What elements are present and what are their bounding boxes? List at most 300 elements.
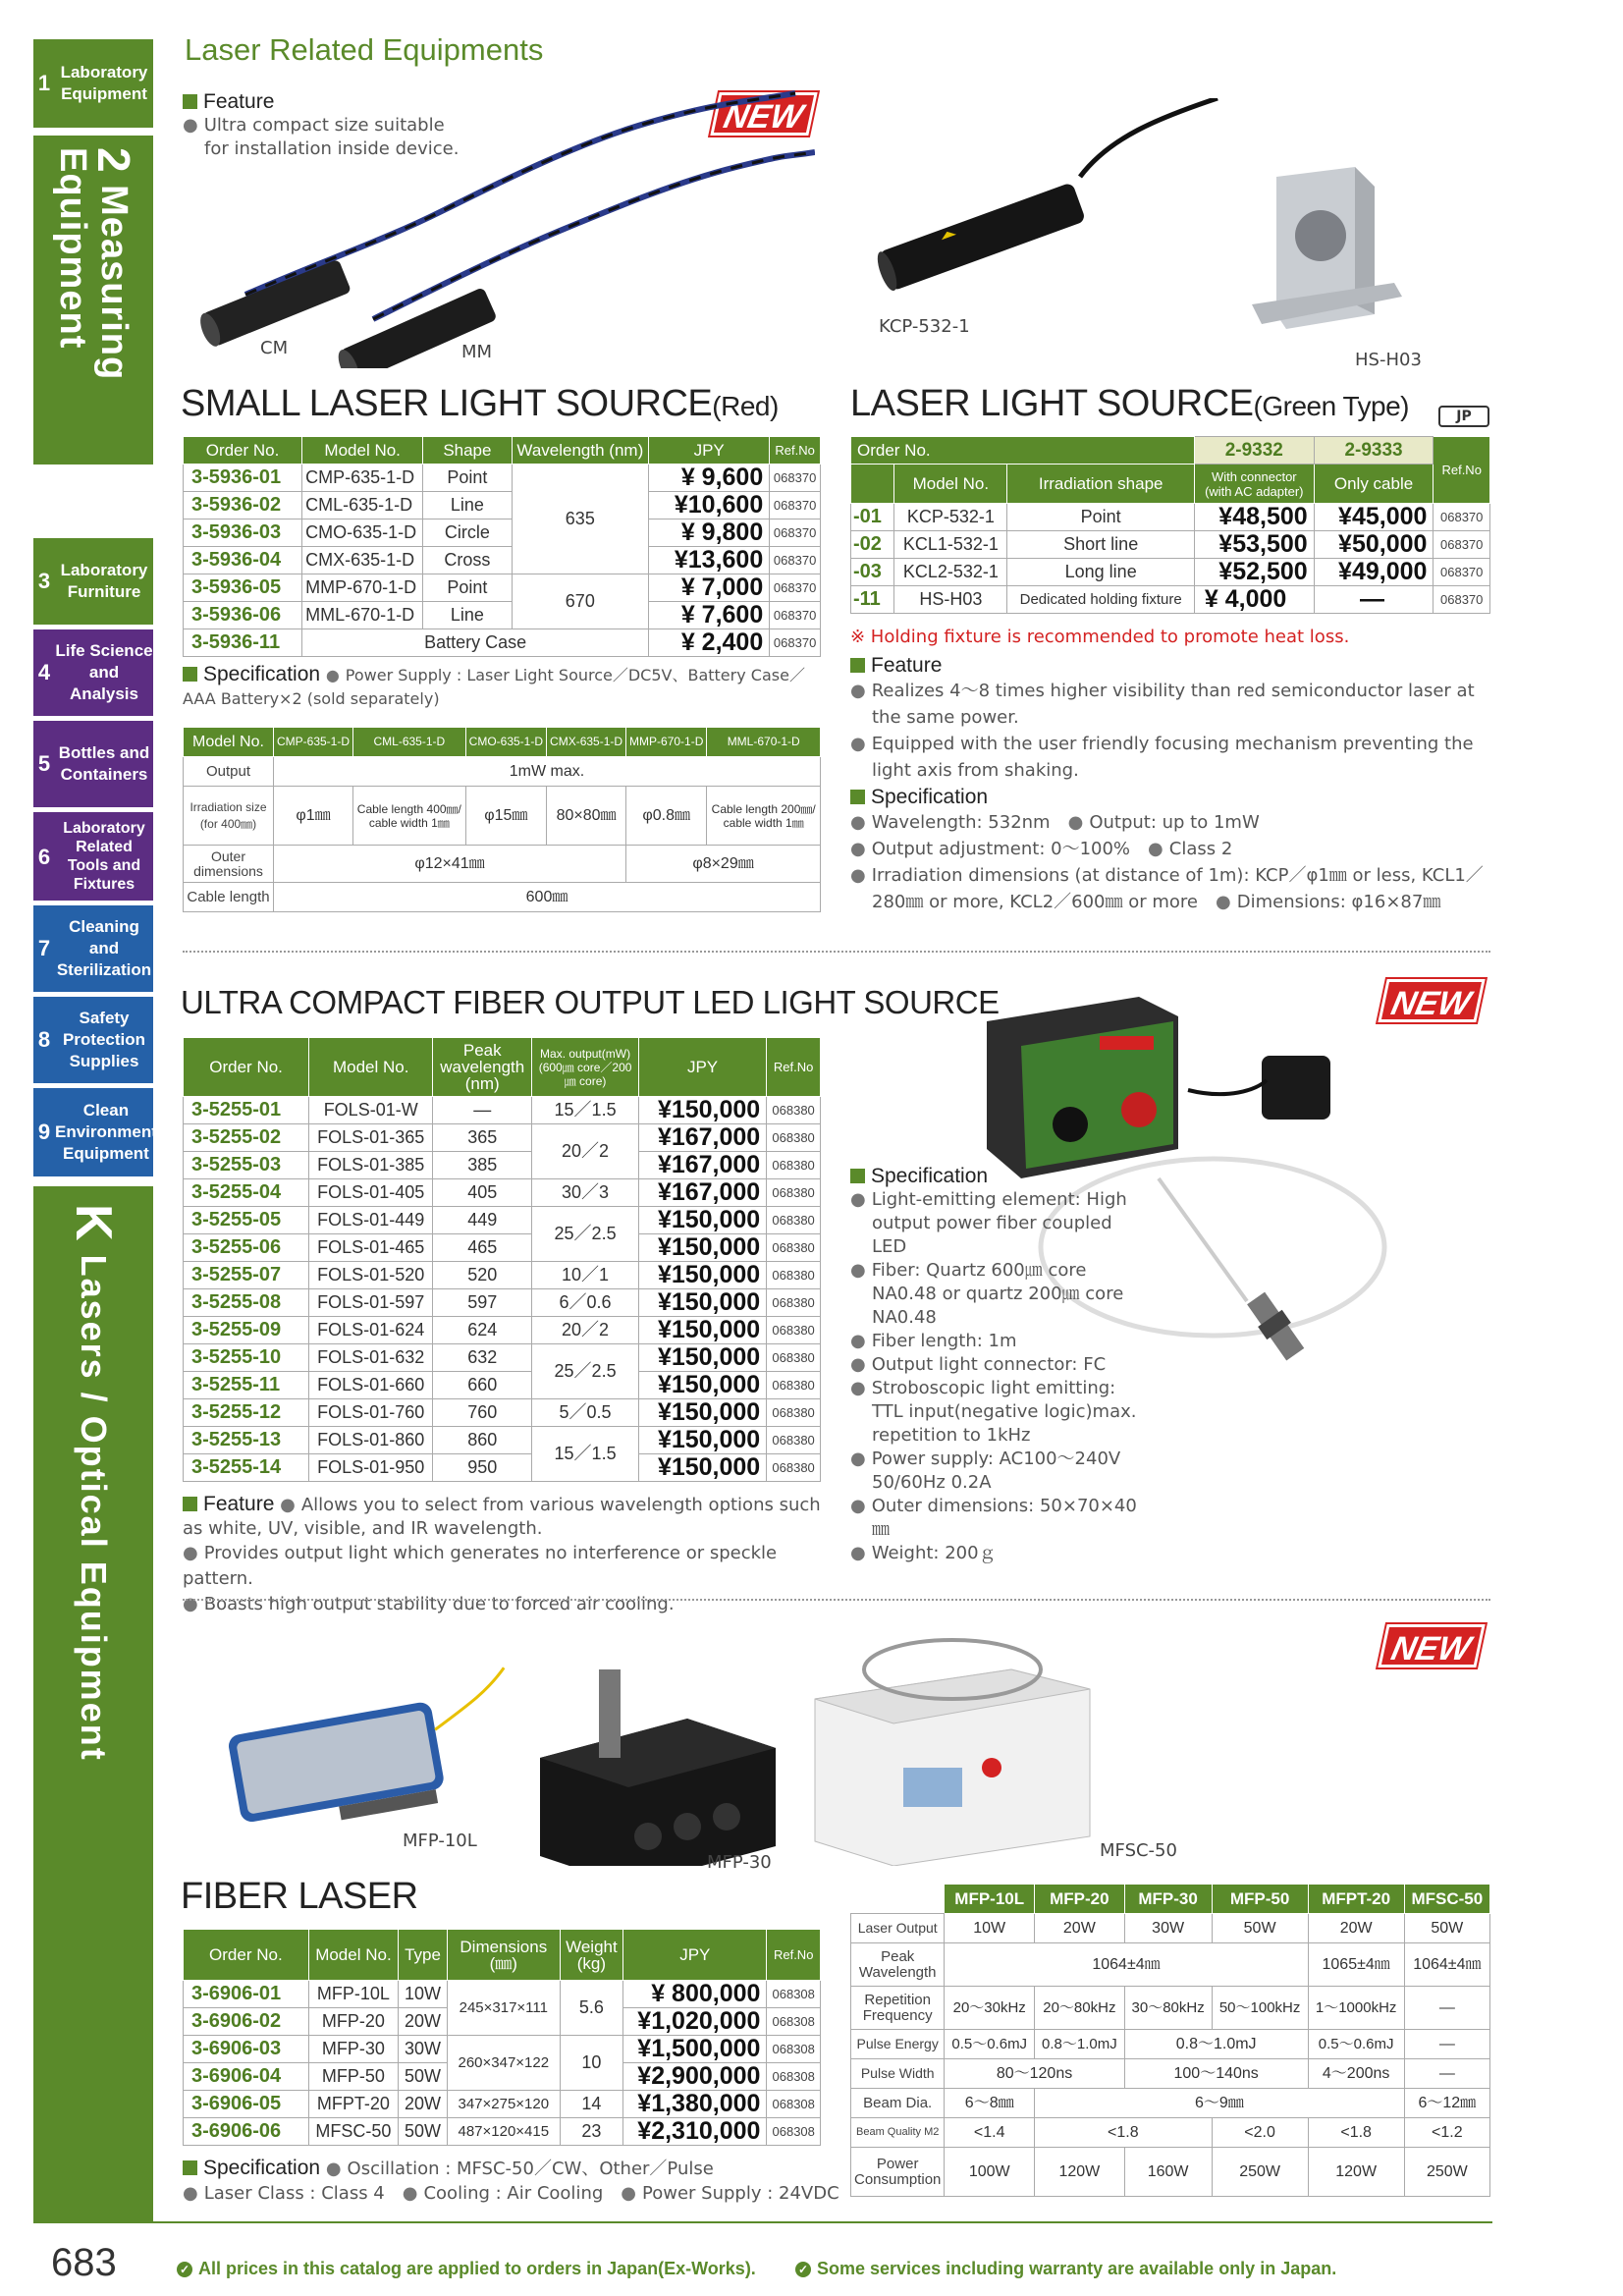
table-cell: ¥ 800,000 (623, 1981, 767, 2008)
table-cell: ¥53,500 (1194, 531, 1314, 559)
table-cell: <1.8 (1035, 2118, 1213, 2148)
table-row (184, 1317, 821, 1344)
table-cell: 3-5255-13 (184, 1427, 309, 1454)
table-row (184, 465, 821, 492)
table-cell: — (1314, 586, 1434, 614)
table-cell: Wavelength (nm) (512, 437, 649, 465)
sidebar-tab-measuring-equipment[interactable]: 2 Measuring Equipment (33, 136, 153, 465)
table-cell: 365 (433, 1124, 532, 1152)
table-row (184, 1152, 821, 1179)
divider (183, 1599, 1490, 1601)
table-cell: 250W (1212, 2148, 1308, 2197)
table-cell: 80～120ns (945, 2059, 1124, 2089)
table-cell: 245×317×111 (447, 1981, 560, 2036)
footer-rule (33, 2221, 1492, 2223)
table-cell: ¥49,000 (1314, 559, 1434, 586)
holder-photo (1247, 167, 1404, 344)
table-cell: MFP-10L (308, 1981, 398, 2008)
table-row (184, 1097, 821, 1124)
small-laser-title: SMALL LASER LIGHT SOURCE(Red) (181, 383, 779, 424)
led-feature: Feature ● Allows you to select from various wavelength options such as white, UV, visible, and IR wavelength. ● Provides output light which generates no interference or speckle pattern. ● Boasts high output stability due to forced air cooling. (183, 1493, 821, 1614)
table-cell: Shape (423, 437, 512, 465)
table-cell: ¥167,000 (638, 1179, 766, 1207)
table-cell: 660 (433, 1372, 532, 1399)
table-row (851, 504, 1490, 531)
table-cell: ¥ 9,600 (649, 465, 770, 492)
table-cell: 3-5255-06 (184, 1234, 309, 1262)
table-cell: Short line (1007, 531, 1194, 559)
fiber-laser-photos (216, 1630, 1119, 1866)
table-cell: MFSC-50 (1404, 1885, 1489, 1914)
table-cell: MFP-10L (945, 1885, 1035, 1914)
table-cell: 1064±4㎚ (945, 1943, 1308, 1987)
table-cell: Irradiation shape (1007, 465, 1194, 504)
green-laser-note: ※ Holding fixture is recommended to promote heat loss. (850, 627, 1350, 647)
table-cell: 3-6906-04 (184, 2063, 309, 2091)
table-cell: Irradiation size (for 400㎜) (184, 787, 274, 846)
table-cell: 3-6906-05 (184, 2091, 309, 2118)
table-cell: Order No. (184, 1930, 309, 1981)
table-cell: 50～100kHz (1212, 1987, 1308, 2030)
table-row (184, 1399, 821, 1427)
table-cell: Weight (kg) (560, 1930, 623, 1981)
table-cell: 520 (433, 1262, 532, 1289)
table-cell: FOLS-01-632 (309, 1344, 433, 1372)
table-cell: 10 (560, 2036, 623, 2091)
table-cell: 15／1.5 (532, 1097, 639, 1124)
table-cell (851, 465, 894, 504)
table-cell: — (433, 1097, 532, 1124)
section-header: Laser Related Equipments (185, 32, 544, 67)
table-cell: 120W (1035, 2148, 1125, 2197)
led-title: ULTRA COMPACT FIBER OUTPUT LED LIGHT SOURCE (181, 984, 1000, 1020)
table-cell: KCL2-532-1 (894, 559, 1007, 586)
table-cell: Circle (423, 519, 512, 547)
table-row (184, 2036, 821, 2063)
table-cell: FOLS-01-385 (309, 1152, 433, 1179)
photo-label-mm: MM (461, 342, 493, 362)
table-cell: ¥2,900,000 (623, 2063, 767, 2091)
table-cell: JPY (623, 1930, 767, 1981)
table-cell: φ0.8㎜ (626, 787, 707, 846)
table-cell: Order No. (184, 437, 302, 465)
table-row (184, 1344, 821, 1372)
table-cell: 068380 (767, 1317, 821, 1344)
table-cell: KCP-532-1 (894, 504, 1007, 531)
table-cell: 068370 (770, 492, 821, 519)
table-cell: 20W (1308, 1914, 1404, 1943)
table-cell: CMX-635-1-D (302, 547, 423, 574)
table-cell: 068380 (767, 1372, 821, 1399)
table-cell: Long line (1007, 559, 1194, 586)
table-cell: 3-5255-02 (184, 1124, 309, 1152)
table-cell: With connector (with AC adapter) (1194, 465, 1314, 504)
table-cell: Ref.No (767, 1930, 821, 1981)
table-cell: MFP-50 (1212, 1885, 1308, 1914)
table-cell: — (1404, 1987, 1489, 2030)
table-cell: FOLS-01-365 (309, 1124, 433, 1152)
table-cell: Order No. (184, 1038, 309, 1097)
table-cell: Order No. (851, 437, 1195, 465)
photo-label-cm: CM (260, 338, 289, 358)
table-cell: ¥2,310,000 (623, 2118, 767, 2146)
table-cell: 068370 (1434, 559, 1490, 586)
small-laser-spec: Specification ● Power Supply : Laser Light Source／DC5V、Battery Case／AAA Battery×2 (sold separately) (183, 663, 805, 708)
table-cell: 10W (399, 1981, 448, 2008)
table-cell: Ref.No (1434, 437, 1490, 504)
footer-note-services: ✓ Some services including warranty are available only in Japan. (795, 2259, 1336, 2279)
table-cell: 30／3 (532, 1179, 639, 1207)
sidebar-tab-cleaning[interactable]: 7 Cleaning and Sterilization (33, 905, 153, 992)
table-cell: 3-5255-11 (184, 1372, 309, 1399)
table-cell: MFP-30 (308, 2036, 398, 2063)
table-cell: 6／0.6 (532, 1289, 639, 1317)
table-cell: 15／1.5 (532, 1427, 639, 1482)
table-cell: 3-5936-05 (184, 574, 302, 602)
small-laser-spec-table (183, 727, 821, 912)
table-cell: CMO-635-1-D (465, 728, 546, 757)
table-cell: Cable length 400㎜/ cable width 1㎜ (353, 787, 466, 846)
table-cell: 3-5255-10 (184, 1344, 309, 1372)
table-cell: -11 (851, 586, 894, 614)
table-cell: Outer dimensions (184, 846, 274, 883)
table-cell: 068308 (767, 1981, 821, 2008)
table-cell: Power Consumption (851, 2148, 945, 2197)
table-cell: ¥ 4,000 (1194, 586, 1314, 614)
table-cell: ¥50,000 (1314, 531, 1434, 559)
table-cell: 3-6906-01 (184, 1981, 309, 2008)
table-cell: FOLS-01-520 (309, 1262, 433, 1289)
table-cell: 670 (512, 574, 649, 629)
table-cell: 3-5936-11 (184, 629, 302, 657)
table-row (184, 492, 821, 519)
sidebar-tab-clean-env[interactable]: 9 Clean Environment Equipment (33, 1088, 153, 1176)
table-cell: ¥150,000 (638, 1262, 766, 1289)
table-cell: 068380 (767, 1124, 821, 1152)
table-cell: 068370 (1434, 531, 1490, 559)
table-cell: 30～80kHz (1124, 1987, 1212, 2030)
table-cell: FOLS-01-465 (309, 1234, 433, 1262)
table-cell: ¥10,600 (649, 492, 770, 519)
table-cell: MFP-20 (1035, 1885, 1125, 1914)
table-cell: Dedicated holding fixture (1007, 586, 1194, 614)
new-badge-fiber: NEW (1378, 1624, 1485, 1667)
table-cell: 1～1000kHz (1308, 1987, 1404, 2030)
table-cell: 10W (945, 1914, 1035, 1943)
table-cell: 260×347×122 (447, 2036, 560, 2091)
table-cell: FOLS-01-660 (309, 1372, 433, 1399)
table-cell: MMP-670-1-D (302, 574, 423, 602)
table-cell: ¥ 7,600 (649, 602, 770, 629)
table-row (184, 1372, 821, 1399)
small-laser-table (183, 436, 821, 657)
table-cell: 120W (1308, 2148, 1404, 2197)
table-cell: 1mW max. (274, 757, 821, 787)
table-cell: 0.5～0.6mJ (945, 2030, 1035, 2059)
table-cell: FOLS-01-405 (309, 1179, 433, 1207)
table-cell: 5／0.5 (532, 1399, 639, 1427)
table-cell: Battery Case (302, 629, 649, 657)
table-cell: CML-635-1-D (353, 728, 466, 757)
table-cell: ¥48,500 (1194, 504, 1314, 531)
table-cell: MFP-50 (308, 2063, 398, 2091)
table-cell: <2.0 (1212, 2118, 1308, 2148)
sidebar-tab-laboratory-equipment[interactable]: 1 Laboratory Equipment (33, 39, 153, 128)
table-cell: 2-9333 (1314, 437, 1434, 465)
table-cell: 3-6906-03 (184, 2036, 309, 2063)
table-cell: φ15㎜ (465, 787, 546, 846)
table-cell: 068380 (767, 1152, 821, 1179)
table-cell: 25／2.5 (532, 1207, 639, 1262)
table-cell: ¥ 2,400 (649, 629, 770, 657)
table-cell: 3-6906-02 (184, 2008, 309, 2036)
sidebar-tab-life-science[interactable]: 4 Life Science and Analysis (33, 629, 153, 716)
green-laser-title: LASER LIGHT SOURCE(Green Type) (850, 383, 1409, 424)
table-cell: 20～80kHz (1035, 1987, 1125, 2030)
table-cell: 20W (399, 2008, 448, 2036)
table-cell: 068308 (767, 2008, 821, 2036)
table-cell: Cable length (184, 883, 274, 912)
table-cell: CMO-635-1-D (302, 519, 423, 547)
table-cell: <1.8 (1308, 2118, 1404, 2148)
table-cell: Pulse Width (851, 2059, 945, 2089)
table-row (184, 1207, 821, 1234)
sidebar-tab-bottles[interactable]: 5 Bottles and Containers (33, 721, 153, 807)
table-row (184, 574, 821, 602)
table-cell: Beam Quality M2 (851, 2118, 945, 2148)
footer-note-prices: ✓ All prices in this catalog are applied to orders in Japan(Ex-Works). (177, 2259, 756, 2279)
table-cell: 3-5255-07 (184, 1262, 309, 1289)
fiber-spec-table (850, 1884, 1490, 2197)
table-row (184, 1981, 821, 2008)
table-cell: FOLS-01-449 (309, 1207, 433, 1234)
table-cell: 3-5936-04 (184, 547, 302, 574)
table-cell: 068370 (1434, 504, 1490, 531)
table-cell: 3-5936-03 (184, 519, 302, 547)
table-cell: 3-5255-08 (184, 1289, 309, 1317)
table-cell: 0.8～1.0mJ (1035, 2030, 1125, 2059)
table-cell: 20／2 (532, 1124, 639, 1179)
table-cell: 068380 (767, 1207, 821, 1234)
table-cell: ¥150,000 (638, 1372, 766, 1399)
table-row (184, 1427, 821, 1454)
table-cell: 10／1 (532, 1262, 639, 1289)
sidebar-tab-related-tools[interactable]: 6 Laboratory Related Tools and Fixtures (33, 812, 153, 901)
table-cell: 20W (399, 2091, 448, 2118)
table-cell: 0.5～0.6mJ (1308, 2030, 1404, 2059)
table-cell: 068380 (767, 1262, 821, 1289)
green-laser-photo (864, 98, 1276, 324)
table-cell: 487×120×415 (447, 2118, 560, 2146)
table-cell: Point (423, 574, 512, 602)
feature-top: Feature ● Ultra compact size suitable for installation inside device. (183, 90, 460, 159)
table-cell: ¥150,000 (638, 1207, 766, 1234)
table-cell: ¥167,000 (638, 1124, 766, 1152)
table-cell: Line (423, 602, 512, 629)
table-cell: 624 (433, 1317, 532, 1344)
table-cell: Ref.No (767, 1038, 821, 1097)
table-cell (851, 1885, 945, 1914)
table-cell: Model No. (894, 465, 1007, 504)
table-cell: 3-5255-12 (184, 1399, 309, 1427)
table-cell: MMP-670-1-D (626, 728, 707, 757)
table-cell: CML-635-1-D (302, 492, 423, 519)
table-row (851, 531, 1490, 559)
table-cell: CMP-635-1-D (302, 465, 423, 492)
photo-label-hs: HS-H03 (1355, 350, 1422, 370)
table-cell: ¥150,000 (638, 1289, 766, 1317)
table-cell: MFP-30 (1124, 1885, 1212, 1914)
table-cell: ¥150,000 (638, 1399, 766, 1427)
table-cell: -01 (851, 504, 894, 531)
table-cell: 405 (433, 1179, 532, 1207)
table-cell: 250W (1404, 2148, 1489, 2197)
table-cell: 6～9㎜ (1035, 2089, 1405, 2118)
table-cell: 3-6906-06 (184, 2118, 309, 2146)
table-cell: 50W (399, 2118, 448, 2146)
table-cell: — (1404, 2059, 1489, 2089)
table-cell: Cable length 200㎜/ cable width 1㎜ (707, 787, 821, 846)
table-cell: Point (423, 465, 512, 492)
table-cell: <1.2 (1404, 2118, 1489, 2148)
table-cell: FOLS-01-597 (309, 1289, 433, 1317)
table-cell: φ8×29㎜ (626, 846, 821, 883)
table-cell: Peak Wavelength (851, 1943, 945, 1987)
table-cell: 3-5936-02 (184, 492, 302, 519)
table-cell: ¥167,000 (638, 1152, 766, 1179)
table-cell: 100W (945, 2148, 1035, 2197)
table-cell: 1065±4㎚ (1308, 1943, 1404, 1987)
table-cell: 1064±4㎚ (1404, 1943, 1489, 1987)
table-cell: 3-5255-01 (184, 1097, 309, 1124)
table-cell: 635 (512, 465, 649, 574)
table-cell: 068370 (770, 629, 821, 657)
table-row (184, 547, 821, 574)
table-row (184, 1179, 821, 1207)
table-cell: 20／2 (532, 1317, 639, 1344)
table-cell: 068370 (770, 519, 821, 547)
led-spec: Specification ● Light-emitting element: High output power fiber coupled LED ● Fiber: Quartz 600㎛ core NA0.48 or quartz 200㎛ core NA0.48 ● Fiber length: 1m ● Output light connector: FC ● Stroboscopic light emitting: TTL input(negative logic)max. repetition to 1kHz ● Power supply: AC100～240V 50/60Hz 0.2A ● Outer dimensions: 50×70×40㎜ ● Weight: 200ｇ (850, 1165, 1137, 1563)
table-row (184, 1234, 821, 1262)
check-icon: ✓ (795, 2262, 811, 2277)
table-cell: 23 (560, 2118, 623, 2146)
table-cell: 068380 (767, 1097, 821, 1124)
sidebar-tab-lasers[interactable]: K Lasers / Optical Equipment (33, 1186, 153, 2222)
table-cell: 5.6 (560, 1981, 623, 2036)
table-cell: 068370 (770, 602, 821, 629)
table-cell: 068308 (767, 2118, 821, 2146)
table-cell: CMP-635-1-D (274, 728, 353, 757)
table-row (184, 629, 821, 657)
fiber-spec: Specification ● Oscillation : MFSC-50／CW、Other／Pulse ● Laser Class : Class 4 ● Cooling : Air Cooling ● Power Supply : 24VDC (183, 2157, 839, 2204)
table-cell: 50W (1212, 1914, 1308, 1943)
page-number: 683 (51, 2241, 117, 2284)
table-cell: FOLS-01-624 (309, 1317, 433, 1344)
table-cell: 3-5936-06 (184, 602, 302, 629)
table-cell: ¥150,000 (638, 1454, 766, 1482)
table-cell: ¥ 7,000 (649, 574, 770, 602)
table-cell: MFP-20 (308, 2008, 398, 2036)
check-icon: ✓ (177, 2262, 192, 2277)
table-cell: 465 (433, 1234, 532, 1262)
table-cell: Repetition Frequency (851, 1987, 945, 2030)
table-row (184, 2118, 821, 2146)
table-cell: 30W (1124, 1914, 1212, 1943)
table-cell: Line (423, 492, 512, 519)
table-cell: ¥52,500 (1194, 559, 1314, 586)
table-cell: FOLS-01-860 (309, 1427, 433, 1454)
table-cell: 385 (433, 1152, 532, 1179)
table-cell: CMX-635-1-D (547, 728, 626, 757)
table-cell: <1.4 (945, 2118, 1035, 2148)
table-cell: 068370 (770, 574, 821, 602)
table-cell: φ12×41㎜ (274, 846, 626, 883)
table-cell: 068380 (767, 1427, 821, 1454)
table-row (184, 519, 821, 547)
table-cell: 068308 (767, 2063, 821, 2091)
table-cell: Peak wavelength (nm) (433, 1038, 532, 1097)
table-cell: Output (184, 757, 274, 787)
table-cell: HS-H03 (894, 586, 1007, 614)
table-cell: 068380 (767, 1399, 821, 1427)
table-cell: ¥150,000 (638, 1427, 766, 1454)
table-cell: 50W (1404, 1914, 1489, 1943)
table-cell: ¥150,000 (638, 1317, 766, 1344)
table-cell: 597 (433, 1289, 532, 1317)
table-cell: 3-5255-03 (184, 1152, 309, 1179)
table-cell: MFPT-20 (308, 2091, 398, 2118)
table-cell: Point (1007, 504, 1194, 531)
table-cell: ¥150,000 (638, 1344, 766, 1372)
table-cell: ¥1,500,000 (623, 2036, 767, 2063)
fiber-laser-table (183, 1929, 821, 2146)
table-cell: 25／2.5 (532, 1344, 639, 1399)
table-cell: 3-5255-04 (184, 1179, 309, 1207)
sidebar-tab-laboratory-furniture[interactable]: 3 Laboratory Furniture (33, 538, 153, 625)
table-cell: 4～200ns (1308, 2059, 1404, 2089)
table-row (184, 1454, 821, 1482)
table-row (184, 1289, 821, 1317)
table-cell: JPY (649, 437, 770, 465)
table-cell: FOLS-01-W (309, 1097, 433, 1124)
table-cell: 30W (399, 2036, 448, 2063)
table-cell: φ1㎜ (274, 787, 353, 846)
table-cell: 6～12㎜ (1404, 2089, 1489, 2118)
divider (183, 951, 1490, 953)
table-cell: 449 (433, 1207, 532, 1234)
table-cell: Model No. (309, 1038, 433, 1097)
table-cell: 068370 (770, 465, 821, 492)
table-cell: 068380 (767, 1454, 821, 1482)
table-cell: Laser Output (851, 1914, 945, 1943)
table-cell: 80×80㎜ (547, 787, 626, 846)
table-cell: ¥ 9,800 (649, 519, 770, 547)
table-cell: 068370 (770, 547, 821, 574)
sidebar-tab-safety[interactable]: 8 Safety Protection Supplies (33, 997, 153, 1083)
green-laser-feature: Feature ● Realizes 4～8 times higher visibility than red semiconductor laser at the same power. ● Equipped with the user friendly focusing mechanism preventing the light axis from shaking. Specification ● Wavelength: 532nm ● Output: up to 1mW ● Output adjustment: 0～100% ● Class 2 ● Irradiation dimensions (at distance of 1m): KCP／φ1㎜ or less, KCL1／280㎜ or more, KCL2／600㎜ or more ● Dimensions: φ16×87㎜ (850, 654, 1484, 912)
table-cell: Only cable (1314, 465, 1434, 504)
table-cell: 160W (1124, 2148, 1212, 2197)
table-row (851, 586, 1490, 614)
table-cell: FOLS-01-950 (309, 1454, 433, 1482)
table-cell: 068308 (767, 2091, 821, 2118)
new-badge: NEW (710, 92, 817, 136)
table-cell: Dimensions (㎜) (447, 1930, 560, 1981)
table-cell: KCL1-532-1 (894, 531, 1007, 559)
table-cell: Ref.No (770, 437, 821, 465)
table-cell: 2-9332 (1194, 437, 1314, 465)
led-table (183, 1037, 821, 1482)
